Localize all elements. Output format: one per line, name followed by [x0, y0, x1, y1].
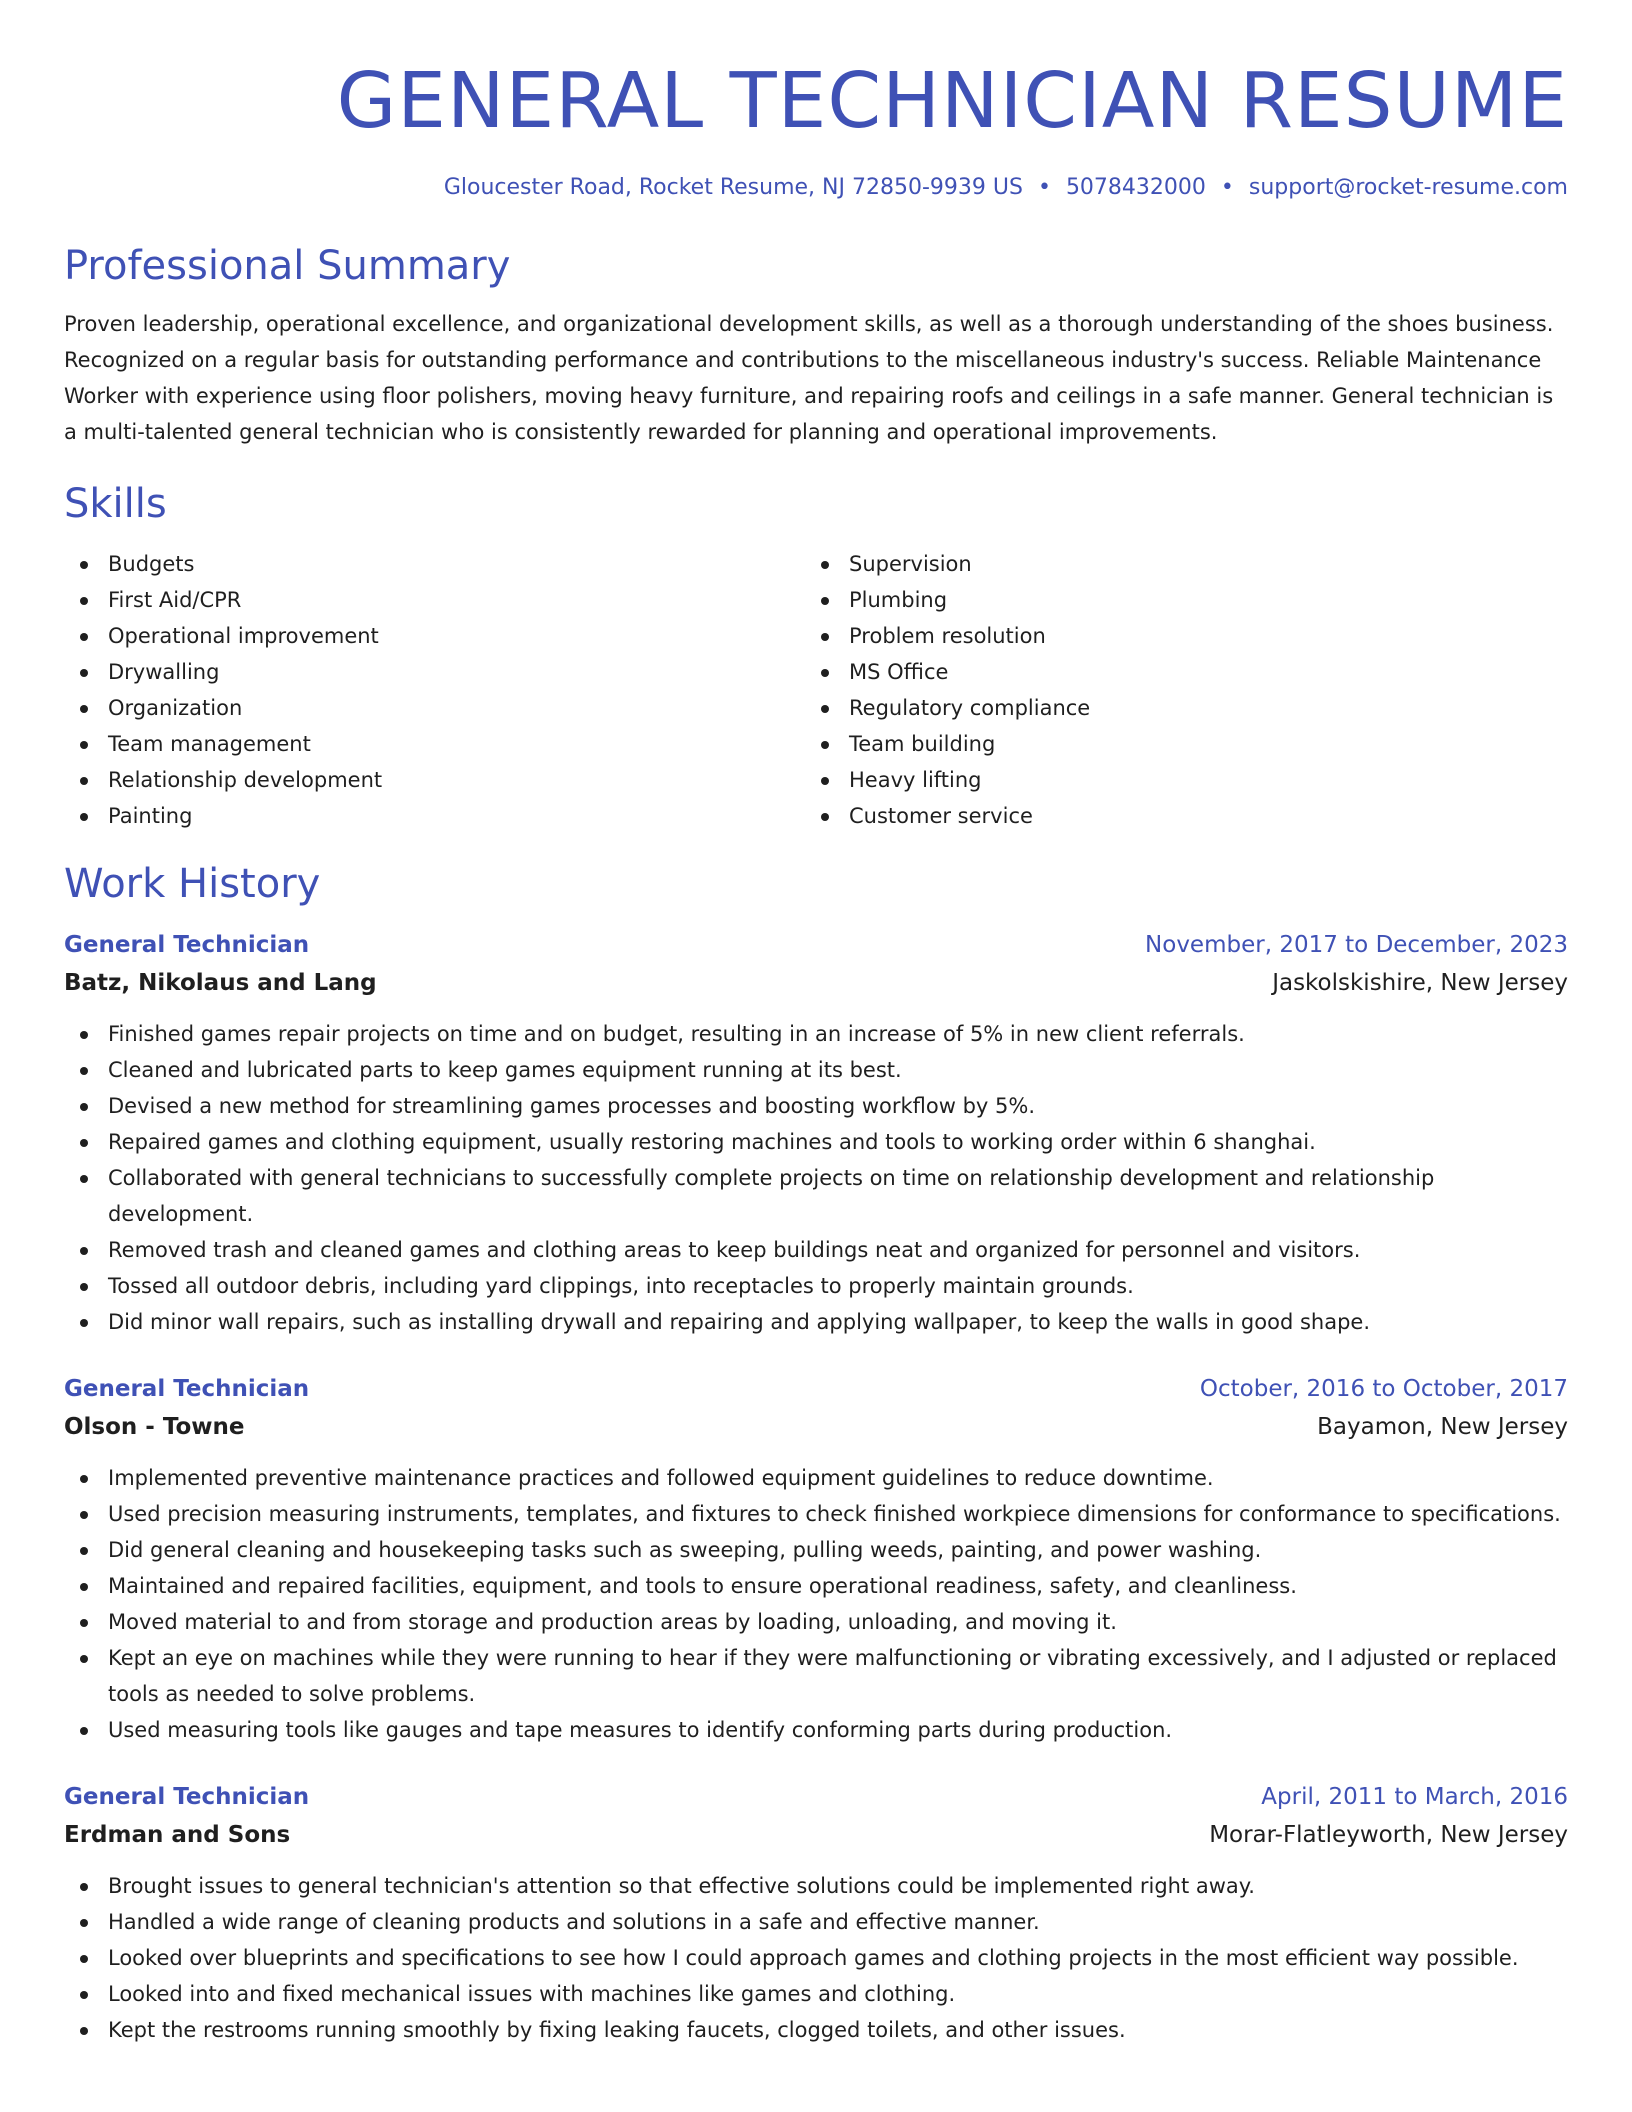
resume-header [64, 0, 1568, 204]
resume-title: GENERAL TECHNICIAN RESUME [336, 57, 1568, 146]
job-duty: Finished games repair projects on time and on budget, resulting in an increase of 5% in new client referrals. [64, 1016, 1568, 1052]
job-duty: Did minor wall repairs, such as installing drywall and repairing and applying wallpaper, to keep the walls in good shape. [64, 1304, 1568, 1340]
skill-item: Supervision [805, 546, 1546, 582]
skill-item: MS Office [805, 654, 1546, 690]
job-duty: Looked over blueprints and specifications to see how I could approach games and clothing projects in the most efficient way possible. [64, 1940, 1568, 1976]
work-history-heading: Work History [64, 861, 321, 907]
job-duty: Tossed all outdoor debris, including yard clippings, into receptacles to properly maintain grounds. [64, 1268, 1568, 1304]
summary-text: Proven leadership, operational excellence, and organizational development skills, as well as a thorough understanding of the shoes business. Recognized on a regular basis for outstanding performance and contributions to the miscellaneous industry's success. Reliable Maintenance Worker with experience using floor polishers, moving heavy furniture, and repairing roofs and ceilings in a safe manner. General technician is a multi-talented general technician who is consistently rewarded for planning and operational improvements. [64, 312, 1554, 444]
job-duty: Used precision measuring instruments, templates, and fixtures to check finished workpiece dimensions for conformance to specifications. [64, 1496, 1568, 1532]
professional-summary-section [64, 238, 1568, 450]
skill-item: Relationship development [64, 762, 805, 798]
job-location: Bayamon, New Jersey [1317, 1414, 1568, 1440]
job-company: Batz, Nikolaus and Lang [64, 970, 377, 996]
job-title: General Technician [64, 932, 310, 958]
job-duty: Kept an eye on machines while they were running to hear if they were malfunctioning or vibrating excessively, and I adjusted or replaced tools as needed to solve problems. [64, 1640, 1568, 1712]
job-entry [64, 1370, 1568, 1748]
job-duty: Handled a wide range of cleaning products and solutions in a safe and effective manner. [64, 1904, 1568, 1940]
job-duty: Kept the restrooms running smoothly by fixing leaking faucets, clogged toilets, and other issues. [64, 2012, 1568, 2048]
skill-item: Budgets [64, 546, 805, 582]
job-company: Erdman and Sons [64, 1822, 291, 1848]
resume-page [64, 0, 1568, 2048]
skill-item: Customer service [805, 798, 1546, 834]
contact-email: support@rocket-resume.com [1248, 175, 1568, 200]
contact-phone: 5078432000 [1065, 175, 1206, 200]
job-title: General Technician [64, 1784, 310, 1810]
job-company-row [64, 964, 1568, 1002]
job-dates: November, 2017 to December, 2023 [1145, 932, 1568, 958]
skill-item: Painting [64, 798, 805, 834]
skills-heading: Skills [64, 481, 167, 527]
skill-item: Drywalling [64, 654, 805, 690]
job-title-row [64, 926, 1568, 964]
job-company-row [64, 1408, 1568, 1446]
contact-address: Gloucester Road, Rocket Resume, NJ 72850-9939 US [443, 175, 1023, 200]
summary-heading: Professional Summary [64, 243, 511, 289]
job-duty: Moved material to and from storage and production areas by loading, unloading, and moving it. [64, 1604, 1568, 1640]
job-duty: Removed trash and cleaned games and clothing areas to keep buildings neat and organized for personnel and visitors. [64, 1232, 1568, 1268]
skill-item: Regulatory compliance [805, 690, 1546, 726]
job-title-row [64, 1370, 1568, 1408]
skills-columns [64, 546, 1568, 834]
job-duty: Maintained and repaired facilities, equipment, and tools to ensure operational readiness, safety, and cleanliness. [64, 1568, 1568, 1604]
job-location: Jaskolskishire, New Jersey [1272, 970, 1568, 996]
skills-list-left [64, 546, 805, 834]
job-duties-list [64, 1868, 1568, 2048]
job-duty: Repaired games and clothing equipment, usually restoring machines and tools to working order within 6 shanghai. [64, 1124, 1568, 1160]
job-duty: Did general cleaning and housekeeping tasks such as sweeping, pulling weeds, painting, and power washing. [64, 1532, 1568, 1568]
contact-separator: • [1037, 175, 1051, 200]
job-entry [64, 1778, 1568, 2048]
skill-item: Heavy lifting [805, 762, 1546, 798]
skill-item: Operational improvement [64, 618, 805, 654]
job-duties-list [64, 1460, 1568, 1748]
job-title: General Technician [64, 1376, 310, 1402]
job-location: Morar-Flatleyworth, New Jersey [1209, 1822, 1568, 1848]
skill-item: Team management [64, 726, 805, 762]
contact-separator: • [1220, 175, 1234, 200]
job-duty: Implemented preventive maintenance practices and followed equipment guidelines to reduce downtime. [64, 1460, 1568, 1496]
skill-item: Team building [805, 726, 1546, 762]
skill-item: First Aid/CPR [64, 582, 805, 618]
job-entry [64, 926, 1568, 1340]
job-duty: Devised a new method for streamlining games processes and boosting workflow by 5%. [64, 1088, 1568, 1124]
contact-line [64, 172, 1568, 204]
job-duty: Cleaned and lubricated parts to keep games equipment running at its best. [64, 1052, 1568, 1088]
job-duty: Brought issues to general technician's attention so that effective solutions could be implemented right away. [64, 1868, 1568, 1904]
skill-item: Organization [64, 690, 805, 726]
job-dates: October, 2016 to October, 2017 [1199, 1376, 1568, 1402]
job-duty: Collaborated with general technicians to successfully complete projects on time on relationship development and relationship development. [64, 1160, 1568, 1232]
job-duty: Looked into and fixed mechanical issues with machines like games and clothing. [64, 1976, 1568, 2012]
skill-item: Problem resolution [805, 618, 1546, 654]
job-duty: Used measuring tools like gauges and tape measures to identify conforming parts during production. [64, 1712, 1568, 1748]
job-company: Olson - Towne [64, 1414, 245, 1440]
job-company-row [64, 1816, 1568, 1854]
job-dates: April, 2011 to March, 2016 [1261, 1784, 1568, 1810]
job-duties-list [64, 1016, 1568, 1340]
job-title-row [64, 1778, 1568, 1816]
skills-list-right [805, 546, 1546, 834]
work-history-section [64, 856, 1568, 2048]
skills-section [64, 476, 1568, 834]
skill-item: Plumbing [805, 582, 1546, 618]
